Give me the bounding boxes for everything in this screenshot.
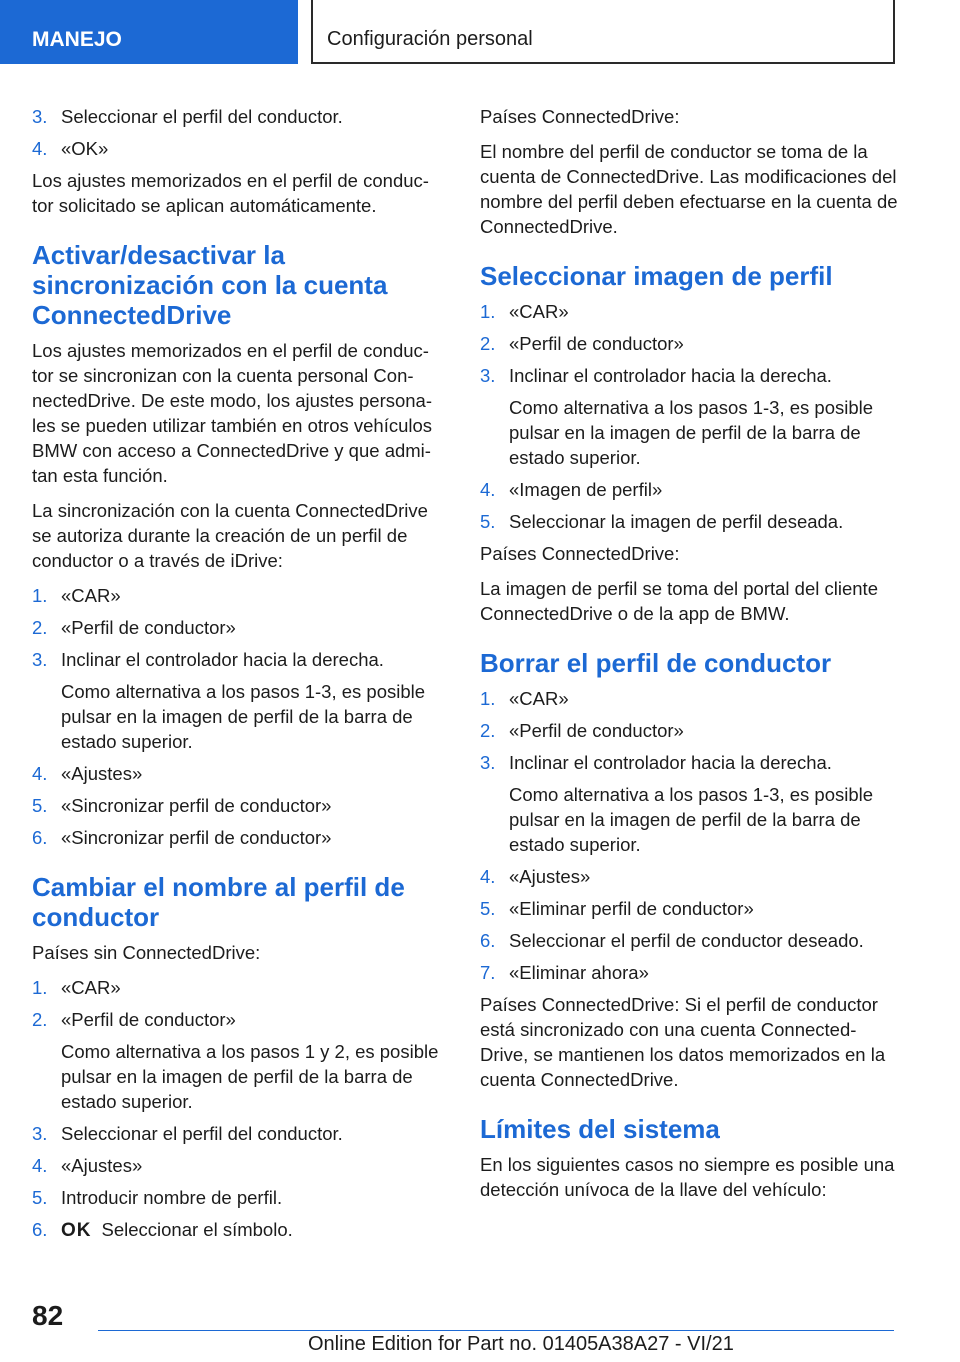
list-item	[32, 1121, 450, 1146]
step-text: Introducir nombre de perfil.	[61, 1187, 283, 1208]
step-text: «Ajustes»	[61, 1155, 143, 1176]
left-column	[32, 104, 450, 1250]
list-item	[32, 1185, 450, 1210]
steps-list-image	[480, 299, 898, 534]
heading-delete: Borrar el perfil de conductor	[480, 648, 832, 678]
step-text: «Sincronizar perfil de conductor»	[61, 795, 332, 816]
paragraph-cd-1: Países ConnectedDrive:	[480, 106, 680, 127]
step-text: «Perfil de conductor»	[509, 720, 684, 741]
step-number: 1.	[480, 688, 496, 709]
step-number: 5.	[32, 1187, 48, 1208]
step-number: 3.	[480, 752, 496, 773]
chapter-tab: Configuración personal	[311, 0, 895, 64]
step-note: Como alternativa a los pasos 1-3, es posible pulsar en la imagen de perfil de la barra de estado superior.	[61, 681, 426, 752]
step-number: 5.	[32, 795, 48, 816]
list-item	[480, 960, 898, 985]
list-item	[480, 896, 898, 921]
step-text: «Sincronizar perfil de conductor»	[61, 827, 332, 848]
step-number: 1.	[32, 585, 48, 606]
list-item	[480, 864, 898, 889]
step-text: «Eliminar ahora»	[509, 962, 649, 983]
steps-list-delete	[480, 686, 898, 985]
step-text: «Ajustes»	[61, 763, 143, 784]
list-item	[480, 363, 898, 470]
step-number: 3.	[32, 649, 48, 670]
step-text: «Ajustes»	[509, 866, 591, 887]
paragraph-sync-2: La sincronización con la cuenta ConnectedDrive se autoriza durante la creación de un perfil de conductor o a través de iDrive:	[32, 500, 428, 571]
list-item	[480, 750, 898, 857]
step-number: 4.	[480, 479, 496, 500]
heading-limits: Límites del sistema	[480, 1114, 720, 1144]
list-item	[480, 509, 898, 534]
step-number: 6.	[32, 827, 48, 848]
footer-edition: Online Edition for Part no. 01405A38A27 - VI/21	[308, 1333, 734, 1355]
steps-list-select	[32, 104, 450, 161]
ok-icon: OK	[61, 1220, 92, 1241]
step-number: 3.	[32, 106, 48, 127]
step-number: 4.	[480, 866, 496, 887]
step-text: «CAR»	[509, 301, 569, 322]
heading-rename: Cambiar el nombre al perfil de conductor	[32, 872, 405, 932]
list-item	[480, 331, 898, 356]
paragraph-rename: Países sin ConnectedDrive:	[32, 942, 261, 963]
step-text: «Perfil de conductor»	[61, 617, 236, 638]
list-item	[480, 477, 898, 502]
list-item	[32, 583, 450, 608]
list-item	[32, 136, 450, 161]
steps-list-rename	[32, 975, 450, 1210]
step-text: Seleccionar el perfil de conductor deseado.	[509, 930, 864, 951]
step-number: 7.	[480, 962, 496, 983]
step-text: Seleccionar el perfil del conductor.	[61, 1123, 343, 1144]
steps-list-sync	[32, 583, 450, 850]
list-item	[480, 928, 898, 953]
step-text: «OK»	[61, 138, 109, 159]
step-text: Seleccionar la imagen de perfil deseada.	[509, 511, 844, 532]
step-note: Como alternativa a los pasos 1 y 2, es posible pulsar en la imagen de perfil de la barra de estado superior.	[61, 1041, 439, 1112]
step-text: «Perfil de conductor»	[61, 1009, 236, 1030]
step-number: 2.	[480, 720, 496, 741]
step-text: Seleccionar el símbolo.	[101, 1219, 293, 1240]
step-text: Seleccionar el perfil del conductor.	[61, 106, 343, 127]
step-number: 2.	[32, 1009, 48, 1030]
steps-list-rename-last	[32, 1217, 450, 1243]
list-item	[480, 718, 898, 743]
list-item	[32, 615, 450, 640]
step-number: 5.	[480, 898, 496, 919]
list-item	[480, 686, 898, 711]
step-number: 4.	[32, 138, 48, 159]
step-text: Inclinar el controlador hacia la derecha.	[61, 649, 384, 670]
step-number: 1.	[32, 977, 48, 998]
step-text: «CAR»	[61, 977, 121, 998]
step-number: 2.	[32, 617, 48, 638]
step-number: 3.	[32, 1123, 48, 1144]
paragraph-cd-2: El nombre del perfil de conductor se toma de la cuenta de ConnectedDrive. Las modificaciones del nombre del perfil deben efectuarse en la cuenta de ConnectedDrive.	[480, 141, 898, 237]
list-item	[32, 975, 450, 1000]
step-note: Como alternativa a los pasos 1-3, es posible pulsar en la imagen de perfil de la barra de estado superior.	[509, 397, 874, 468]
step-number: 4.	[32, 763, 48, 784]
step-number: 3.	[480, 365, 496, 386]
step-text: «Eliminar perfil de conductor»	[509, 898, 754, 919]
step-number: 5.	[480, 511, 496, 532]
list-item	[32, 825, 450, 850]
list-item	[480, 299, 898, 324]
list-item	[32, 761, 450, 786]
step-number: 6.	[32, 1219, 48, 1240]
paragraph-img-1: Países ConnectedDrive:	[480, 543, 680, 564]
list-item	[32, 793, 450, 818]
right-column	[480, 104, 898, 1212]
paragraph-intro: Los ajustes memorizados en el perfil de conduc-tor solicitado se aplican automáticamente.	[32, 170, 429, 216]
paragraph-sync-1: Los ajustes memorizados en el perfil de conduc-tor se sincronizan con la cuenta personal Con-nectedDrive. De este modo, los ajustes persona-les se pueden utilizar también en otros vehículos BMW con acceso a ConnectedDrive y que admi-tan esta función.	[32, 340, 433, 486]
step-number: 2.	[480, 333, 496, 354]
step-text: Inclinar el controlador hacia la derecha.	[509, 752, 832, 773]
step-text: «Perfil de conductor»	[509, 333, 684, 354]
section-tab: MANEJO	[0, 0, 298, 64]
list-item	[32, 647, 450, 754]
step-number: 1.	[480, 301, 496, 322]
step-number: 4.	[32, 1155, 48, 1176]
paragraph-img-2: La imagen de perfil se toma del portal del cliente ConnectedDrive o de la app de BMW.	[480, 578, 878, 624]
step-text: «CAR»	[509, 688, 569, 709]
heading-image: Seleccionar imagen de perfil	[480, 261, 833, 291]
step-text: Inclinar el controlador hacia la derecha.	[509, 365, 832, 386]
list-item	[32, 1007, 450, 1114]
step-text: «Imagen de perfil»	[509, 479, 663, 500]
step-text: «CAR»	[61, 585, 121, 606]
list-item	[32, 1217, 450, 1243]
step-number: 6.	[480, 930, 496, 951]
footer-divider	[98, 1330, 894, 1331]
step-note: Como alternativa a los pasos 1-3, es posible pulsar en la imagen de perfil de la barra de estado superior.	[509, 784, 874, 855]
heading-sync: Activar/desactivar la sincronización con la cuenta ConnectedDrive	[32, 240, 388, 330]
paragraph-delete: Países ConnectedDrive: Si el perfil de conductor está sincronizado con una cuenta Connected-Drive, se mantienen los datos memorizados en la cuenta ConnectedDrive.	[480, 994, 886, 1090]
paragraph-limits: En los siguientes casos no siempre es posible una detección unívoca de la llave del vehículo:	[480, 1154, 895, 1200]
page-number: 82	[32, 1300, 64, 1331]
list-item	[32, 104, 450, 129]
list-item	[32, 1153, 450, 1178]
